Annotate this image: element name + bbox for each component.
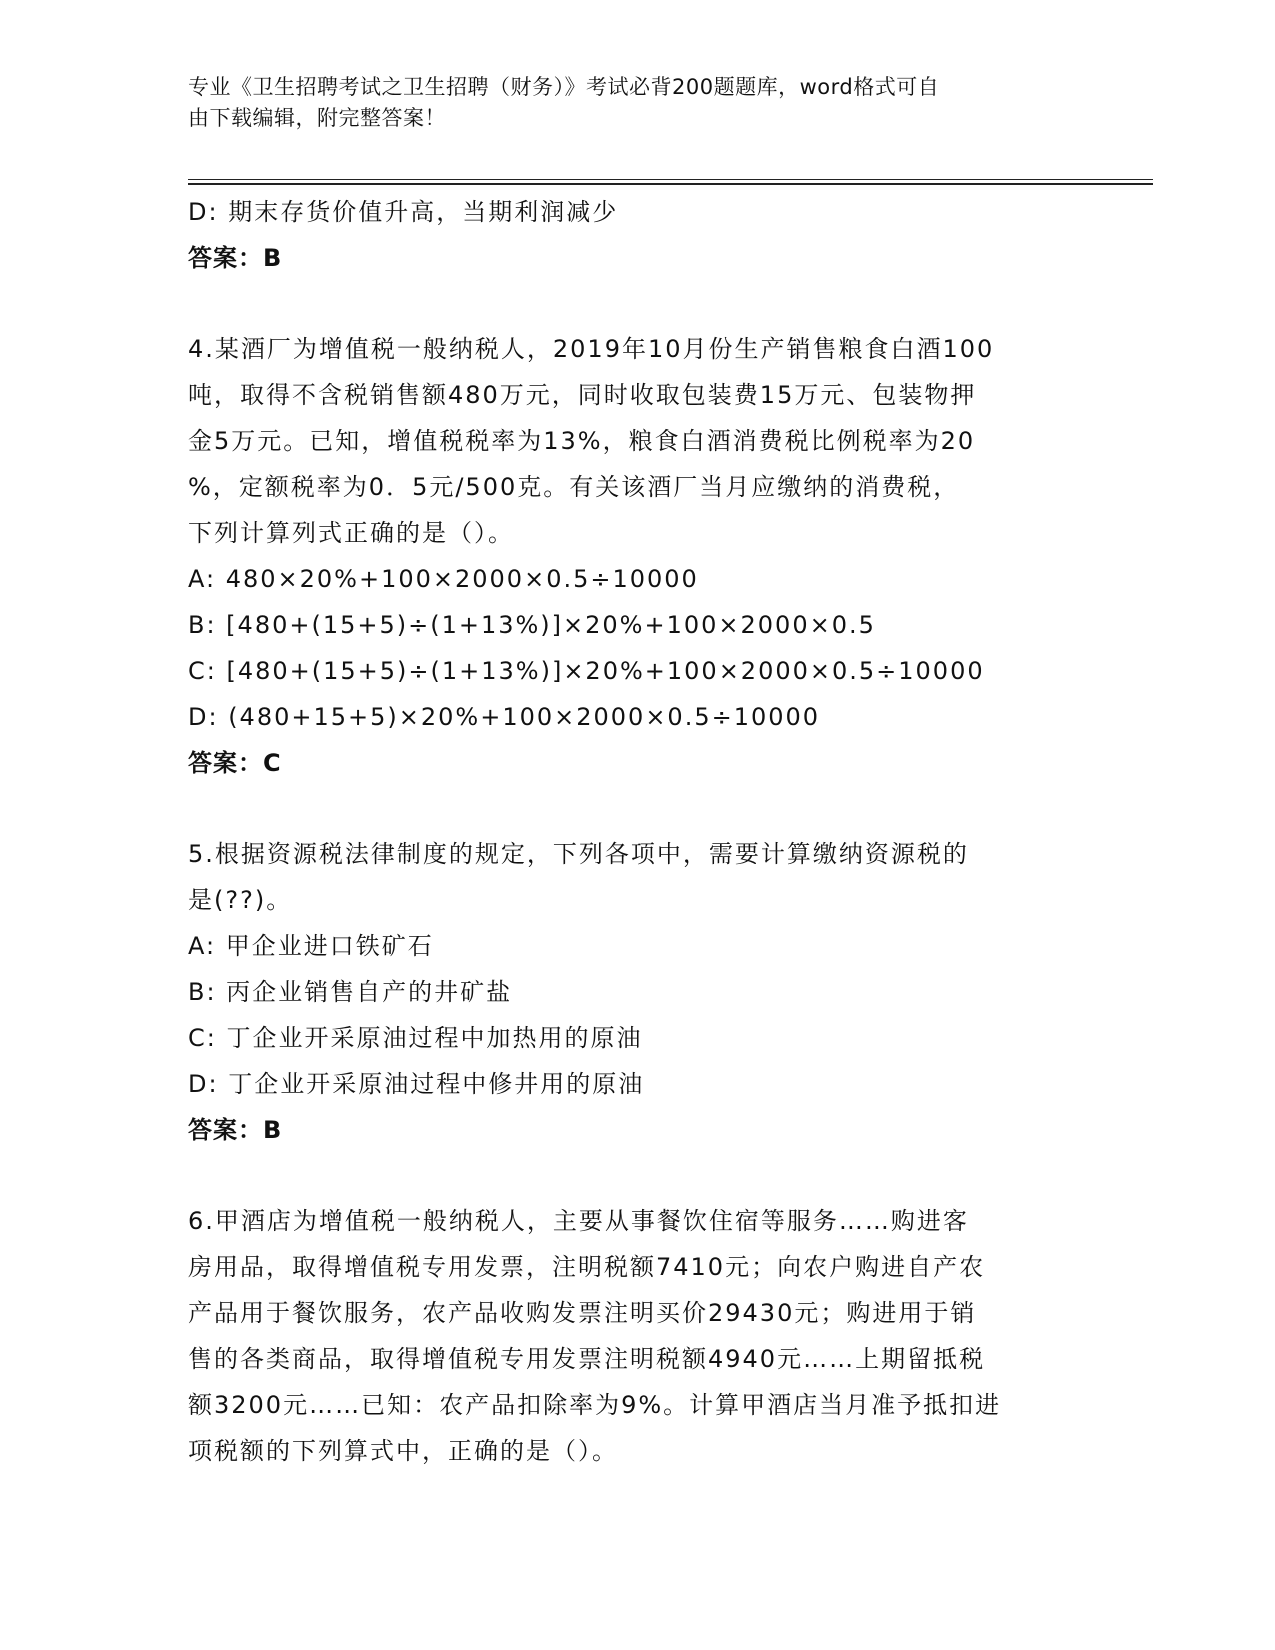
question-stem-line: 6.甲酒店为增值税一般纳税人，主要从事餐饮住宿等服务……购进客 <box>188 1207 969 1235</box>
question-stem-line: 产品用于餐饮服务，农产品收购发票注明买价29430元；购进用于销 <box>188 1299 977 1327</box>
question-stem-line: 金5万元。已知，增值税税率为13%，粮食白酒消费税比例税率为20 <box>188 427 976 455</box>
option-a: A: 甲企业进口铁矿石 <box>188 932 434 960</box>
question-stem-line: 额3200元……已知：农产品扣除率为9%。计算甲酒店当月准予抵扣进 <box>188 1391 1002 1419</box>
spacer <box>188 786 1088 831</box>
option-d: D: 丁企业开采原油过程中修井用的原油 <box>188 1070 645 1098</box>
question-stem-line: 4.某酒厂为增值税一般纳税人，2019年10月份生产销售粮食白酒100 <box>188 335 995 363</box>
question-stem-line: 是(??)。 <box>188 886 293 914</box>
header-title-line-2: 由下载编辑，附完整答案！ <box>188 106 446 130</box>
header-divider-thin <box>188 179 1153 180</box>
option-c: C: [480+(15+5)÷(1+13%)]×20%+100×2000×0.5÷10000 <box>188 657 985 685</box>
answer: 答案：C <box>188 749 282 777</box>
option-b: B: [480+(15+5)÷(1+13%)]×20%+100×2000×0.5 <box>188 611 876 639</box>
question-5 <box>188 831 1088 1153</box>
question-stem-line: 下列计算列式正确的是（）。 <box>188 519 514 547</box>
header-title-line-1: 专业《卫生招聘考试之卫生招聘（财务）》考试必背200题题库，word格式可自 <box>188 75 940 99</box>
option-a: A: 480×20%+100×2000×0.5÷10000 <box>188 565 699 593</box>
question-6 <box>188 1198 1088 1474</box>
question-stem-line: 项税额的下列算式中，正确的是（）。 <box>188 1437 618 1465</box>
question-stem-line: %，定额税率为0．5元/500克。有关该酒厂当月应缴纳的消费税， <box>188 473 960 501</box>
spacer <box>188 281 1088 326</box>
option-b: B: 丙企业销售自产的井矿盐 <box>188 978 513 1006</box>
question-stem-line: 吨，取得不含税销售额480万元，同时收取包装费15万元、包装物押 <box>188 381 977 409</box>
answer: 答案：B <box>188 244 283 272</box>
page-header <box>188 72 1068 134</box>
question-stem-line: 5.根据资源税法律制度的规定，下列各项中，需要计算缴纳资源税的 <box>188 840 969 868</box>
question-4 <box>188 326 1088 786</box>
answer: 答案：B <box>188 1116 283 1144</box>
question-3-tail <box>188 189 1088 281</box>
header-divider-thick <box>188 183 1153 185</box>
question-stem-line: 售的各类商品，取得增值税专用发票注明税额4940元……上期留抵税 <box>188 1345 986 1373</box>
question-content <box>188 189 1088 1474</box>
question-stem-line: 房用品，取得增值税专用发票，注明税额7410元；向农户购进自产农 <box>188 1253 986 1281</box>
option-c: C: 丁企业开采原油过程中加热用的原油 <box>188 1024 643 1052</box>
option-d: D: 期末存货价值升高，当期利润减少 <box>188 198 619 226</box>
spacer <box>188 1153 1088 1198</box>
option-d: D: (480+15+5)×20%+100×2000×0.5÷10000 <box>188 703 821 731</box>
